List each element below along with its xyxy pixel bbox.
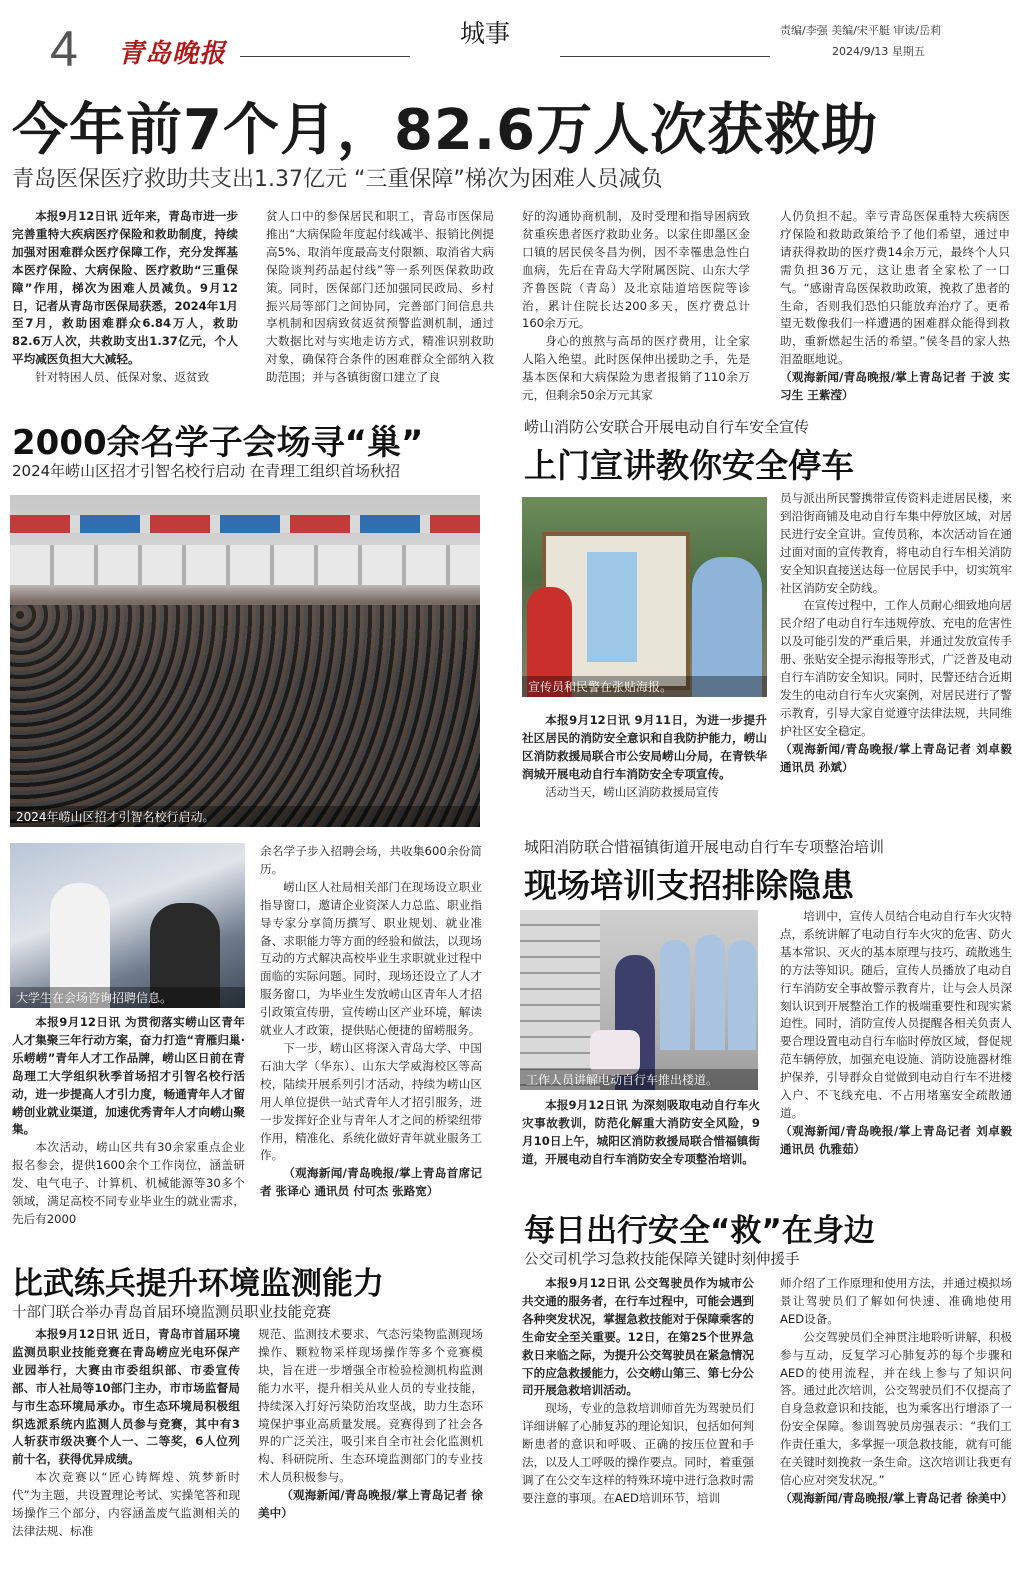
paragraph: 余名学子步入招聘会场，共收集600余份简历。 — [260, 844, 482, 876]
paragraph: 师介绍了工作原理和使用方法，并通过模拟场景让驾驶员们了解如何快速、准确地使用AED设备。 — [780, 1276, 1012, 1326]
article6-col2 — [780, 1275, 1012, 1508]
article6-col1 — [522, 1275, 754, 1508]
poster-photo — [522, 497, 767, 697]
editors-line: 责编/李强 美编/宋平艇 审读/岳莉 — [780, 24, 942, 37]
paragraph: 本报9月12日讯 近年来，青岛市进一步完善重特大疾病医疗保险和救助制度，持续加强对困难群众医疗保障工作，充分发挥基本医疗保险、大病保险、医疗救助“三重保障”作用，梯次为困难人员减负。9月12日，记者从青岛市医保局获悉，2024年1月至7月，救助困难群众6.84万人，救助82.6万人次，共救助支出1.37亿元，个人平均减医负担大大减轻。 — [12, 209, 238, 367]
officer-figure — [728, 940, 756, 1050]
training-photo — [520, 910, 758, 1090]
article4-headline: 现场培训支招排除隐患 — [524, 866, 854, 905]
article3-col-bottom — [522, 712, 767, 802]
byline: （观海新闻/青岛晚报/掌上青岛记者 刘卓毅 通讯员 仇雅茹） — [780, 1123, 1012, 1156]
students-photo — [10, 843, 245, 1008]
article2-headline: 2000余名学子会场寻“巢” — [12, 423, 424, 463]
paragraph: 身心的煎熬与高昂的医疗费用，让全家人陷入绝望。此时医保伸出援助之手，先是基本医保和大病保险为患者报销了110余万元，但剩余50余万元其家 — [522, 334, 750, 403]
photo-caption: 2024年崂山区招才引智名校行启动。 — [10, 806, 480, 827]
article4-col-bottom — [522, 1097, 760, 1169]
article1-headline: 今年前7个月，82.6万人次获救助 — [12, 98, 879, 163]
paragraph: 本报9月12日讯 9月11日，为进一步提升社区居民的消防安全意识和自我防护能力，崂山区消防救援局联合市公安局崂山分局，在青铁华润城开展电动自行车消防安全专项宣传。 — [522, 713, 767, 781]
paragraph: 崂山区人社局相关部门在现场设立职业指导窗口，邀请企业资深人力总监、职业指导专家分享简历撰写、职业规划、就业准备、求职能力等方面的经验和做法，以现场互动的方式解决高校毕业生求职就业过程中面临的实际问题。同时，现场还设立了人才服务窗口，为毕业生发放崂山区青年人才招引政策宣传册，宣传崂山区产业环境，解读就业人才政策，提供贴心便捷的留崂服务。 — [260, 879, 482, 1038]
paragraph: 活动当天，崂山区消防救援局宣传 — [545, 784, 720, 799]
hall-seating — [10, 545, 480, 585]
photo-caption: 工作人员讲解电动自行车推出楼道。 — [520, 1069, 758, 1090]
newspaper-logo: 青岛晚报 — [118, 39, 227, 69]
paragraph: 在宣传过程中，工作人员耐心细致地向居民介绍了电动自行车违规停放、充电的危害性以及可能引发的严重后果，并通过发放宣传手册、张贴安全提示海报等形式，广泛普及电动自行车消防安全知识。同时，民警还结合近期发生的电动自行车火灾案例，对居民进行了警示教育，引导大家自觉遵守法律法规，共同维护社区安全稳定。 — [780, 598, 1012, 738]
section-name: 城事 — [460, 19, 511, 48]
article1-col2 — [266, 208, 494, 387]
issue-date: 2024/9/13 星期五 — [832, 45, 925, 58]
photo-caption: 宣传员和民警在张贴海报。 — [522, 676, 767, 697]
byline: （观海新闻/青岛晚报/掌上青岛首席记者 张译心 通讯员 付可杰 张路宽） — [260, 1166, 482, 1199]
paragraph: 本报9月12日讯 近日，青岛市首届环境监测员职业技能竞赛在青岛崂应光电环保产业园举行，大赛由市委组织部、市委宣传部、市人社局等10部门主办，市市场监督局与市生态环境局承办。市生态环境局积极组织选派系统内监测人员参与竞赛，其中有3人斩获市级决赛个人一、二等奖，6人位列前十名，获得优异成绩。 — [12, 1327, 240, 1467]
paragraph: 针对特困人员、低保对象、返贫致 — [35, 370, 210, 385]
page-number: 4 — [50, 21, 78, 77]
poster — [587, 552, 637, 662]
article5-col1 — [12, 1326, 240, 1541]
article4-kicker: 城阳消防联合惜福镇街道开展电动自行车专项整治培训 — [524, 838, 885, 856]
hall-banner — [10, 515, 480, 533]
paragraph: 本报9月12日讯 为贯彻落实崂山区青年人才集聚三年行动方案，奋力打造“青雁归巢·乐崂崂”青年人才工作品牌，崂山区日前在青岛理工大学组织秋季首场招才引智名校行活动，进一步提高人才引力度，畅通青年人才留崂创业就业渠道，加速优秀青年人才向崂山聚集。 — [12, 1015, 245, 1137]
officer-figure — [660, 940, 690, 1050]
article3-col-right — [780, 490, 1012, 777]
byline: （观海新闻/青岛晚报/掌上青岛记者 刘卓毅 通讯员 孙斌） — [780, 741, 1012, 774]
masthead-rule-right — [560, 56, 770, 57]
paragraph: 贫人口中的参保居民和职工，青岛市医保局推出“大病保险年度起付线减半、报销比例提高5%、取消年度最高支付限额、取消省大病保险谈判药品起付线”等一系列医保救助政策。同时，医保部门还加强同民政局、乡村振兴局等部门之间协同，完善部门间信息共享机制和因病致贫返贫预警监测机制，通过大数据比对与实地走访方式，精准识别救助对象，确保符合条件的困难群众全部纳入救助范围；并与各镇街窗口建立了良 — [266, 209, 494, 385]
paragraph: 本报9月12日讯 为深刻吸取电动自行车火灾事故教训，防范化解重大消防安全风险，9月10日上午，城阳区消防救援局联合惜福镇街道，开展电动自行车消防安全专项整治培训。 — [522, 1098, 760, 1166]
paragraph: 培训中，宣传人员结合电动自行车火灾特点，系统讲解了电动自行车火灾的危害、防火基本常识、灭火的基本原理与技巧、疏散逃生的方法等知识。随后，宣传人员播放了电动自行车消防安全事故警示教育片，让与会人员深刻认识到开展整治工作的极端重要性和现实紧迫性。同时，消防宣传人员提醒各相关负责人要合理设置电动自行车临时停放区域，督促规范车辆停放，加强充电设施、消防设施器材维护保养，引导群众自觉做到电动自行车不进楼入户、不飞线充电、不占用堵塞安全疏散通道。 — [780, 909, 1012, 1120]
paragraph: 本次竞赛以“匠心铸辉煌、筑梦新时代”为主题，共设置理论考试、实操笔答和现场操作三个部分，内容涵盖废气监测相关的法律法规、标准 — [12, 1470, 240, 1538]
paragraph: 公交驾驶员们全神贯注地聆听讲解，积极参与互动，反复学习心肺复苏的每个步骤和AED的使用流程，并在线上参与了知识问答。通过此次培训，公交驾驶员们不仅提高了自身急救意识和技能，也为乘客出行增添了一份安全保障。参训驾驶员房强表示：“我们工作责任重大，多掌握一项急救技能，就有可能在关键时刻挽救一条生命。这次培训让我更有信心应对突发状况。” — [780, 1329, 1012, 1487]
paragraph: 人仍负担不起。幸亏青岛医保重特大疾病医疗保险和救助政策给予了他们希望，通过申请获得救助的医疗费14余万元，最终个人只需负担36万元，这让患者全家松了一口气。“感谢青岛医保救助政策，挽救了患者的生命，否则我们恐怕只能放弃治疗了。更希望无数像我们一样遭遇的困难群众能得到救助，重新燃起生活的希望。”侯冬昌的家人热泪盈眶地说。 — [780, 209, 1010, 367]
article6-subhead: 公交司机学习急救技能保障关键时刻伸援手 — [524, 1252, 800, 1268]
paragraph: 员与派出所民警携带宣传资料走进居民楼，来到沿街商铺及电动自行车集中停放区域，对居民进行安全宣讲。宣传员称，本次活动旨在通过面对面的宣传教育，将电动自行车相关消防安全知识直接送达每一位居民手中，切实筑牢社区消防安全防线。 — [780, 491, 1012, 595]
paragraph: 本次活动，崂山区共有30余家重点企业报名参会，提供1600余个工作岗位，涵盖研发、电气电子、计算机、机械能源等30多个领域，满足高校不同专业毕业生的就业需求，先后有2000 — [12, 1140, 245, 1226]
mailboxes — [520, 910, 600, 1090]
officer-figure — [695, 935, 725, 1050]
article1-col3 — [522, 208, 750, 405]
article1-col4 — [780, 208, 1010, 405]
byline: （观海新闻/青岛晚报/掌上青岛记者 徐美中） — [258, 1488, 483, 1521]
article2-subhead: 2024年崂山区招才引智名校行启动 在青理工组织首场秋招 — [12, 462, 400, 480]
masthead-rule-left — [240, 56, 410, 57]
article1-subhead: 青岛医保医疗救助共支出1.37亿元 “三重保障”梯次为困难人员减负 — [12, 167, 663, 192]
paragraph: 现场，专业的急救培训师首先为驾驶员们详细讲解了心肺复苏的理论知识，包括如何判断患者的意识和呼吸、正确的按压位置和手法，以及人工呼吸的操作要点。同时，着重强调了在公交车这样的特殊环境中进行急救时需要注意的事项。在AED培训环节，培训 — [522, 1401, 754, 1505]
article5-subhead: 十部门联合举办青岛首届环境监测员职业技能竞赛 — [12, 1305, 331, 1321]
paragraph: 本报9月12日讯 公交驾驶员作为城市公共交通的服务者，在行车过程中，可能会遇到各种突发状况，掌握急救技能对于保障乘客的生命安全至关重要。12日，在第25个世界急救日来临之际，为提升公交驾驶员在紧急情况下的应急救援能力，公交崂山第三、第七分公司开展急救培训活动。 — [522, 1276, 754, 1398]
article6-headline: 每日出行安全“救”在身边 — [524, 1213, 875, 1249]
article5-headline: 比武练兵提升环境监测能力 — [12, 1266, 384, 1302]
article3-headline: 上门宣讲教你安全停车 — [524, 446, 854, 485]
article1-col1 — [12, 208, 238, 387]
byline: （观海新闻/青岛晚报/掌上青岛记者 于波 实习生 王紫滢） — [780, 370, 1010, 403]
article2-col1 — [12, 1014, 245, 1229]
article3-kicker: 崂山消防公安联合开展电动自行车安全宣传 — [524, 418, 810, 436]
article5-col2 — [258, 1326, 483, 1523]
article2-col2 — [260, 843, 482, 1201]
paragraph: 下一步，崂山区将深入青岛大学、中国石油大学（华东）、山东大学威海校区等高校，陆续开展系列引才活动，持续为崂山区用人单位提供一站式青年人才招引服务，进一步发挥好企业与青年人才之间的桥梁纽带作用，精准化、系统化做好青年就业服务工作。 — [260, 1040, 482, 1163]
crowd — [10, 605, 480, 827]
byline: （观海新闻/青岛晚报/掌上青岛记者 徐美中） — [780, 1490, 1013, 1505]
photo-caption: 大学生在会场咨询招聘信息。 — [10, 987, 245, 1008]
job-fair-photo — [10, 495, 480, 827]
paragraph: 好的沟通协商机制，及时受理和指导困病致贫重疾患者医疗救助业务。以家住即墨区金口镇的居民侯冬昌为例，因不幸罹患急性白血病，先后在青岛大学附属医院、山东大学齐鲁医院（青岛）及北京陆道培医院等诊治，累计住院长达200多天，医疗费总计160余万元。 — [522, 209, 750, 331]
article4-col-right — [780, 908, 1012, 1159]
paragraph: 规范、监测技术要求、气态污染物监测现场操作、颗粒物采样现场操作等多个竞赛模块，旨在进一步增强全市检验检测机构监测能力水平，提升相关从业人员的专业技能，持续深入打好污染防治攻坚战，助力生态环境保护事业高质量发展。竞赛得到了社会各界的广泛关注，吸引来自全市社会化监测机构、科研院所、生态环境监测部门的专业技术人员积极参与。 — [258, 1327, 483, 1485]
